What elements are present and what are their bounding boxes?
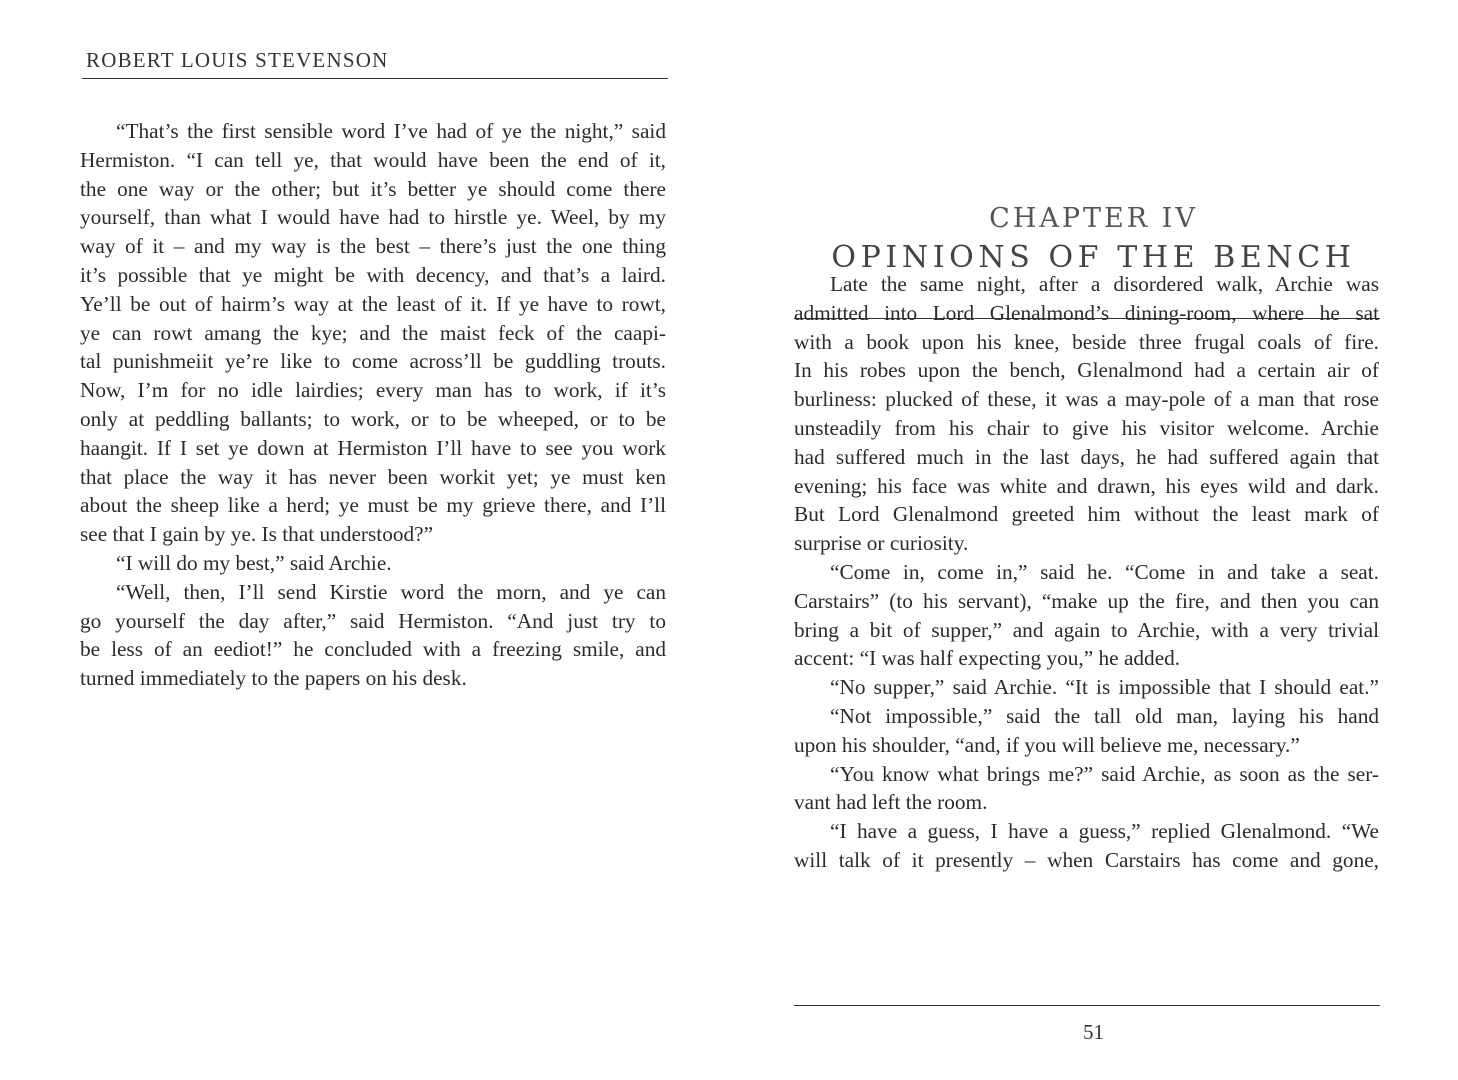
page-number: 51 bbox=[1083, 1020, 1104, 1044]
text-line: “I will do my best,” said Archie. bbox=[116, 550, 392, 575]
text-line: accent: “I was half expecting you,” he added. bbox=[794, 646, 1181, 671]
text-line: “Come in, come in,” said he. “Come in and take a seat. bbox=[830, 559, 1379, 584]
text-line: “Not impossible,” said the tall old man, laying his hand bbox=[830, 703, 1379, 728]
text-line: In his robes upon the bench, Glenalmond had a certain air of bbox=[794, 358, 1379, 383]
text-line: “You know what brings me?” said Archie, as soon as the ser- bbox=[830, 761, 1379, 786]
text-line: see that I gain by ye. Is that understood?” bbox=[80, 522, 434, 547]
text-line: Hermiston. “I can tell ye, that would have been the end of it, bbox=[80, 147, 666, 172]
text-line: be less of an eediot!” he concluded with a freezing smile, and bbox=[80, 637, 666, 662]
text-line: Late the same night, after a disordered walk, Archie was bbox=[830, 272, 1379, 296]
text-line: haangit. If I set ye down at Hermiston I’ll have to see you work bbox=[80, 435, 666, 460]
text-line: “That’s the first sensible word I’ve had of ye the night,” said bbox=[116, 119, 666, 143]
text-line: unsteadily from his chair to give his visitor welcome. Archie bbox=[794, 415, 1379, 440]
text-line: “I have a guess, I have a guess,” replied Glenalmond. “We bbox=[830, 819, 1379, 844]
right-page-body bbox=[794, 270, 1379, 875]
text-line: about the sheep like a herd; ye must be my grieve there, and I’ll bbox=[80, 493, 666, 518]
text-line: “No supper,” said Archie. “It is impossible that I should eat.” bbox=[830, 675, 1379, 700]
right-page bbox=[729, 0, 1458, 1080]
text-line: tal punishmeiit ye’re like to come across’ll be guddling trouts. bbox=[80, 349, 666, 374]
text-line: Ye’ll be out of hairm’s way at the least of it. If ye have to rowt, bbox=[80, 291, 666, 316]
text-line: vant had left the room. bbox=[794, 790, 988, 815]
text-line: will talk of it presently – when Carstairs has come and gone, bbox=[794, 847, 1379, 872]
chapter-title: OPINIONS OF THE BENCH bbox=[831, 240, 1356, 275]
footer-rule bbox=[794, 1005, 1380, 1006]
text-line: admitted into Lord Glenalmond’s dining-room, where he sat bbox=[794, 300, 1379, 325]
text-line: “Well, then, I’ll send Kirstie word the morn, and ye can bbox=[116, 579, 666, 604]
text-line: upon his shoulder, “and, if you will believe me, necessary.” bbox=[794, 732, 1300, 757]
text-line: bring a bit of supper,” and again to Archie, with a very trivial bbox=[794, 617, 1379, 642]
text-line: turned immediately to the papers on his desk. bbox=[80, 666, 467, 691]
text-line: surprise or curiosity. bbox=[794, 531, 969, 556]
text-line: burliness: plucked of these, it was a may-pole of a man that rose bbox=[794, 387, 1379, 412]
text-line: ye can rowt amang the kye; and the maist feck of the caapi- bbox=[80, 320, 666, 345]
running-head-rule bbox=[82, 78, 668, 79]
text-line: go yourself the day after,” said Hermiston. “And just try to bbox=[80, 608, 666, 633]
text-line: had suffered much in the last days, he had suffered again that bbox=[794, 444, 1379, 469]
text-line: it’s possible that ye might be with decency, and that’s a laird. bbox=[80, 262, 666, 287]
text-line: But Lord Glenalmond greeted him without the least mark of bbox=[794, 502, 1379, 527]
text-line: with a book upon his knee, beside three frugal coals of fire. bbox=[794, 329, 1379, 354]
text-line: that place the way it has never been workit yet; ye must ken bbox=[80, 464, 666, 489]
text-line: only at peddling ballants; to work, or to be wheeped, or to be bbox=[80, 406, 666, 431]
text-line: the one way or the other; but it’s better ye should come there bbox=[80, 176, 666, 201]
text-line: Now, I’m for no idle lairdies; every man has to work, if it’s bbox=[80, 378, 666, 403]
text-line: evening; his face was white and drawn, his eyes wild and dark. bbox=[794, 473, 1379, 498]
text-line: yourself, than what I would have had to hirstle ye. Weel, by my bbox=[80, 205, 666, 230]
text-line: Carstairs” (to his servant), “make up the fire, and then you can bbox=[794, 588, 1379, 613]
left-page-body bbox=[80, 117, 666, 693]
chapter-label: CHAPTER IV bbox=[989, 203, 1198, 234]
running-head: ROBERT LOUIS STEVENSON bbox=[86, 48, 389, 72]
text-line: way of it – and my way is the best – there’s just the one thing bbox=[80, 234, 666, 259]
